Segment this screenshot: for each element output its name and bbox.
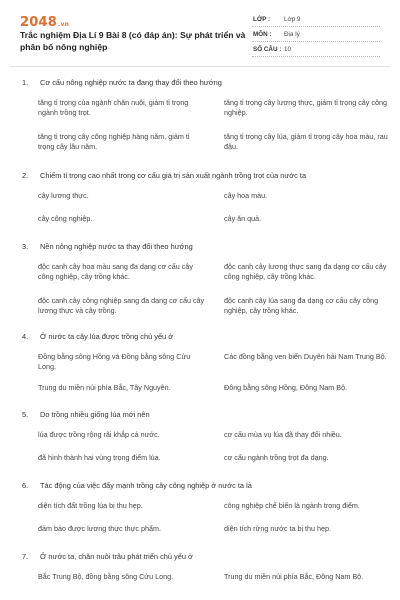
option[interactable]: Đông bằng sông Hồng, Đông Nam Bộ. bbox=[224, 383, 348, 392]
question-3 bbox=[22, 242, 400, 330]
option[interactable]: công nghiệp chế biến là ngành trọng điểm. bbox=[224, 501, 360, 510]
option[interactable]: diện tích đất trồng lúa bị thu hẹp. bbox=[38, 501, 143, 510]
options bbox=[38, 191, 400, 237]
option[interactable]: đã hình thành hai vùng trọng điểm lúa. bbox=[38, 453, 161, 462]
question-stem: Ở nước ta cây lúa được trồng chủ yếu ở bbox=[40, 332, 174, 341]
page-header bbox=[0, 0, 400, 64]
meta-key: LỚP : bbox=[253, 16, 271, 23]
options bbox=[38, 352, 400, 408]
meta-key: MÔN : bbox=[253, 31, 272, 38]
question-text bbox=[22, 78, 400, 98]
option[interactable]: cây hoa màu. bbox=[224, 191, 268, 200]
option[interactable]: Trung du miền núi phía Bắc, Đông Nam Bộ. bbox=[224, 572, 364, 581]
question-4 bbox=[22, 332, 400, 408]
option[interactable]: lúa được trồng rộng rãi khắp cả nước. bbox=[38, 430, 160, 439]
option[interactable]: cơ cấu ngành trồng trọt đa dạng. bbox=[224, 453, 329, 462]
question-text bbox=[22, 410, 400, 430]
meta-row-count bbox=[252, 42, 380, 57]
quiz-meta bbox=[252, 12, 380, 57]
option[interactable]: tăng tỉ trọng cây công nghiệp hàng năm, giảm tỉ trọng cây lâu năm. bbox=[38, 132, 190, 151]
option[interactable]: cơ cấu mùa vụ lúa đã thay đổi nhiều. bbox=[224, 430, 342, 439]
option[interactable]: tăng tỉ trọng của ngành chăn nuôi, giảm tỉ trọng ngành trồng trọt. bbox=[38, 98, 189, 117]
question-6 bbox=[22, 481, 400, 547]
option[interactable]: Đồng bằng sông Hồng và Đồng bằng sông Cửu Long. bbox=[38, 352, 191, 371]
question-text bbox=[22, 242, 400, 262]
header-divider bbox=[10, 66, 390, 67]
option[interactable]: cây công nghiệp. bbox=[38, 214, 93, 223]
question-text bbox=[22, 332, 400, 352]
logo-suffix: .vn bbox=[57, 21, 70, 28]
option[interactable]: Các đồng bằng ven biển Duyên hải Nam Trung Bộ. bbox=[224, 352, 387, 361]
option[interactable]: độc canh cây công nghiệp sang đa dạng cơ cấu cây lương thực và cây trồng. bbox=[38, 296, 205, 315]
question-stem: Nền nông nghiệp nước ta thay đổi theo hướng bbox=[40, 242, 193, 251]
option[interactable]: Trung du miền núi phía Bắc, Tây Nguyên. bbox=[38, 383, 171, 392]
option[interactable]: tăng tỉ trọng cây lương thực, giảm tỉ trọng cây công nghiệp. bbox=[224, 98, 387, 117]
logo-text: 2048 bbox=[20, 15, 57, 30]
question-1 bbox=[22, 78, 400, 166]
question-stem: Tác động của việc đẩy mạnh trồng cây công nghiệp ở nước ta là bbox=[40, 481, 252, 490]
option[interactable]: cây lương thực. bbox=[38, 191, 89, 200]
question-7 bbox=[22, 552, 400, 595]
option[interactable]: diện tích rừng nước ta bị thu hẹp. bbox=[224, 524, 332, 533]
question-list bbox=[0, 78, 400, 595]
meta-value: Địa lý bbox=[284, 31, 300, 38]
question-text bbox=[22, 171, 400, 191]
options bbox=[38, 501, 400, 547]
question-5 bbox=[22, 410, 400, 476]
question-number: 7. bbox=[22, 552, 29, 561]
question-stem: Cơ cấu nông nghiệp nước ta đang thay đổi theo hướng bbox=[40, 78, 222, 87]
question-stem: Ở nước ta, chăn nuôi trâu phát triển chủ yếu ở bbox=[40, 552, 193, 561]
question-number: 3. bbox=[22, 242, 29, 251]
option[interactable]: độc canh cây lúa sang đa dạng cơ cấu cây công nghiệp, cây trồng khác. bbox=[224, 296, 379, 315]
question-number: 5. bbox=[22, 410, 29, 419]
site-logo[interactable] bbox=[20, 15, 69, 30]
question-number: 1. bbox=[22, 78, 29, 87]
question-stem: Do trồng nhiều giống lúa mới nên bbox=[40, 410, 150, 419]
meta-row-subject bbox=[252, 27, 380, 42]
question-text bbox=[22, 552, 400, 572]
meta-value: Lớp 9 bbox=[284, 16, 301, 23]
options bbox=[38, 430, 400, 476]
question-number: 6. bbox=[22, 481, 29, 490]
question-2 bbox=[22, 171, 400, 237]
options bbox=[38, 98, 400, 166]
option[interactable]: Bắc Trung Bộ, đồng bằng sông Cửu Long. bbox=[38, 572, 174, 581]
meta-row-class bbox=[252, 12, 380, 27]
meta-value: 10 bbox=[284, 46, 292, 53]
option[interactable]: đảm bảo được lương thực thực phẩm. bbox=[38, 524, 161, 533]
option[interactable]: tăng tỉ trọng cây lúa, giảm tỉ trọng cây hoa màu, rau đậu. bbox=[224, 132, 388, 151]
question-text bbox=[22, 481, 400, 501]
meta-key: SỐ CÂU : bbox=[253, 46, 282, 53]
option[interactable]: độc canh cây hoa màu sang đa dạng cơ cấu cây công nghiệp, cây trồng khác. bbox=[38, 262, 193, 281]
option[interactable]: độc canh cây lương thực sang đa dạng cơ cấu cây công nghiệp, cây trồng khác. bbox=[224, 262, 387, 281]
question-number: 2. bbox=[22, 171, 29, 180]
options bbox=[38, 262, 400, 330]
page-title: Trắc nghiệm Địa Lí 9 Bài 8 (có đáp án): Sự phát triển và phân bố nông nghiệp bbox=[20, 30, 246, 52]
option[interactable]: cây ăn quả. bbox=[224, 214, 262, 223]
question-number: 4. bbox=[22, 332, 29, 341]
options bbox=[38, 572, 400, 595]
question-stem: Chiếm tỉ trọng cao nhất trong cơ cấu giá trị sản xuất ngành trồng trọt của nước ta bbox=[40, 171, 307, 180]
